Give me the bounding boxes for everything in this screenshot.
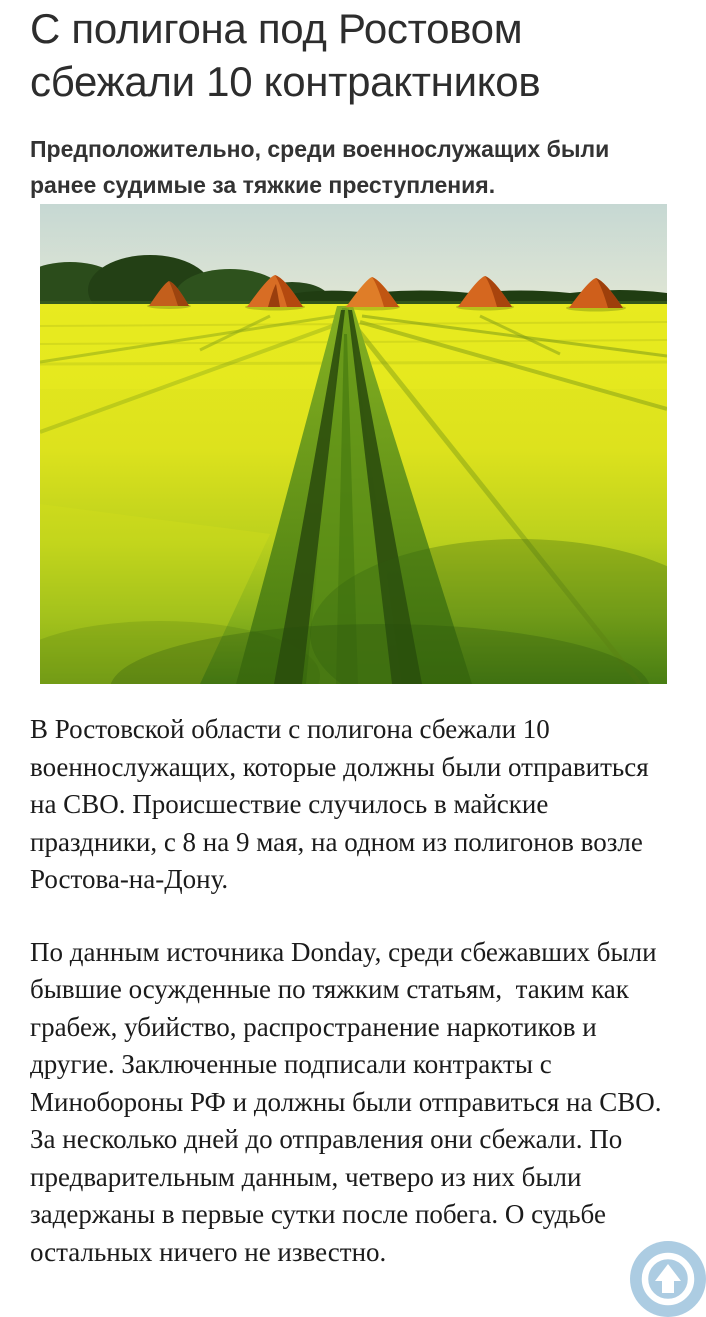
arrow-up-icon <box>630 1241 706 1317</box>
article-paragraph-2: По данным источника Donday, среди сбежавших были бывшие осужденные по тяжким статьям, таким как грабеж, убийство, распространение наркотиков и другие. Заключенные подписали контракты с Минобороны РФ и должны были отправиться на СВО. За несколько дней до отправления они сбежали. По предварительным данным, четверо из них были задержаны в первые сутки после побега. О судьбе остальных ничего не известно. <box>30 936 669 1267</box>
article-lead: Предположительно, среди военнослужащих были ранее судимые за тяжкие преступления. <box>30 136 610 198</box>
article-photo <box>40 204 667 684</box>
article-paragraph-1: В Ростовской области с полигона сбежали 10 военнослужащих, которые должны были отправиться на СВО. Происшествие случилось в майские праздники, с 8 на 9 мая, на одном из полигонов возле Ростова-на-Дону. <box>30 714 656 894</box>
article-title: С полигона под Ростовом сбежали 10 контрактников <box>30 5 541 105</box>
scroll-to-top-button[interactable] <box>630 1241 706 1317</box>
